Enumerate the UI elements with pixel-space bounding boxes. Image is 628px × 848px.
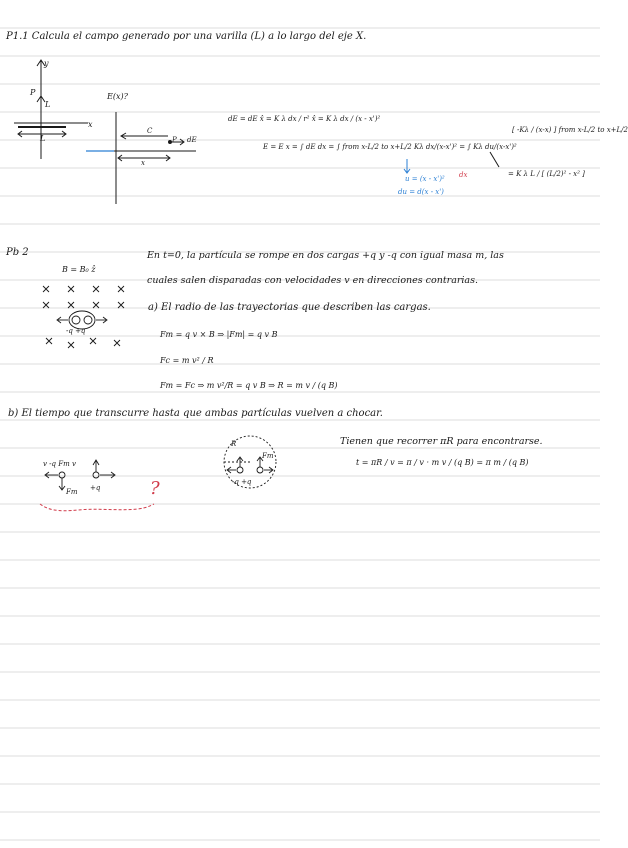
- eq-radius: Fm = Fc ⇒ m v²/R = q v B ⇒ R = m v / (q B): [160, 381, 338, 390]
- rod-l-vertical-label: L: [45, 100, 51, 109]
- axis-x-label: x: [88, 120, 93, 129]
- charge-labels: -q +q: [66, 327, 86, 335]
- question-mark: ?: [150, 478, 160, 499]
- part-b-explanation: Tienen que recorrer πR para encontrarse.: [340, 436, 543, 447]
- eq-integral-field: E = E x = ∫ dE dx = ∫ from x-L/2 to x+L/2 Kλ dx/(x-x')² = ∫ Kλ du/(x-x')²: [263, 143, 517, 151]
- arrow-to-result: [488, 150, 502, 170]
- magnetic-field-label: B = B₀ ẑ: [62, 265, 96, 274]
- circle-fm-label: Fm: [262, 452, 274, 460]
- field-dE-label: dE: [187, 136, 197, 144]
- circle-radius-label: R: [231, 440, 237, 448]
- substitution-du: du = d(x - x'): [398, 188, 444, 196]
- part-b-heading: b) El tiempo que transcurre hasta que ambas partículas vuelven a chocar.: [8, 408, 383, 419]
- substitution-dx: dx: [459, 171, 468, 179]
- field-crosses-diagram: [38, 282, 138, 354]
- problem1-title: P1.1 Calcula el campo generado por una varilla (L) a lo largo del eje X.: [6, 31, 367, 42]
- eq-magnetic-force: Fm = q v × B ⇒ |Fm| = q v B: [160, 330, 278, 339]
- problem2-statement-line1: En t=0, la partícula se rompe en dos cargas +q y -q con igual masa m, las: [147, 250, 504, 261]
- red-underline-squiggle: [38, 500, 158, 514]
- point-p-field-label: P: [172, 136, 177, 144]
- substitution-arrow: [403, 158, 411, 174]
- sketch-left-fm: Fm: [66, 488, 78, 496]
- sketch-left-labels: v -q Fm v: [43, 460, 76, 468]
- eq-collision-time: t = πR / v = π / v · m v / (q B) = π m / (q B): [356, 458, 529, 467]
- eq-differential-field: dE = dE x̂ = K λ dx / r² x̂ = K λ dx / (x - x')²: [228, 115, 381, 123]
- field-question: E(x)?: [107, 92, 128, 101]
- circle-charge-labels: -q +q: [232, 478, 252, 486]
- substitution-u: u = (x - x')²: [405, 175, 445, 183]
- part-a-heading: a) El radio de las trayectorias que describen las cargas.: [148, 302, 431, 313]
- eq-centripetal-force: Fc = m v² / R: [160, 356, 214, 365]
- eq-bracket-evaluation: [ -Kλ / (x-x) ] from x-L/2 to x+L/2: [512, 126, 628, 134]
- sketch-left-q: +q: [90, 484, 101, 492]
- axis-y-label: y: [44, 59, 49, 68]
- field-point-diagram: [86, 108, 216, 208]
- distance-c-label: C: [147, 127, 153, 135]
- eq-result: = K λ L / [ (L/2)² - x² ]: [508, 170, 585, 178]
- problem2-label: Pb 2: [6, 247, 29, 258]
- rod-l-horizontal-label: L: [40, 134, 46, 143]
- distance-x-label: x: [141, 159, 145, 167]
- problem2-statement-line2: cuales salen disparadas con velocidades v en direcciones contrarias.: [147, 275, 478, 286]
- point-p-label: P: [30, 88, 36, 97]
